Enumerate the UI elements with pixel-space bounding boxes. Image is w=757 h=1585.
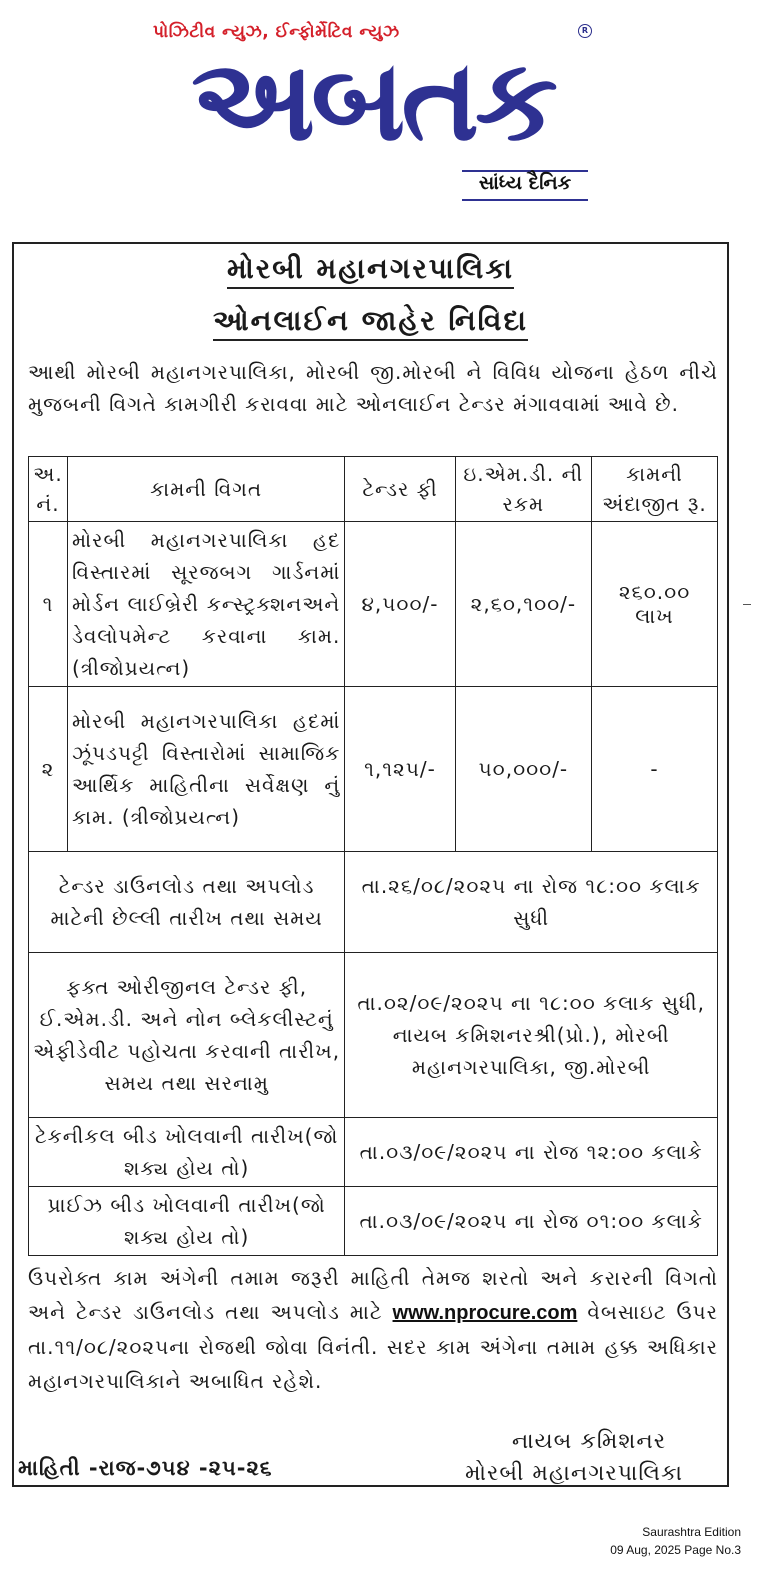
logo-divider-bottom [462, 199, 588, 201]
header-description: કામની વિગત [67, 457, 344, 522]
table-row [29, 522, 718, 687]
newspaper-masthead [150, 18, 600, 203]
nprocure-link[interactable]: www.nprocure.com [392, 1302, 578, 1324]
schedule-label: ફક્ત ઓરીજીનલ ટેન્ડર ફી, ઈ.એમ.ડી. અને નોન બ્લેકલીસ્ટનું એફીડેવીટ પહોચતા કરવાની તારીખ, સમય તથા સરનામુ [29, 953, 345, 1118]
notice-title: મોરબી મહાનગરપાલિકા [14, 252, 727, 286]
footer-text-before: ઉપરોક્ત કામ અંગેની તમામ જરૂરી માહિતી તેમજ શરતો અને કરારની વિગતો અને ટેન્ડર ડાઉનલોડ તથા અપલોડ માટે [28, 1266, 718, 1324]
schedule-value: તા.૦૨/૦૯/૨૦૨૫ ના ૧૮:૦૦ કલાક સુધી, નાયબ કમિશનરશ્રી(પ્રો.), મોરબી મહાનગરપાલિકા, જી.મોરબી [345, 953, 718, 1118]
edition-date-page: 09 Aug, 2025 Page No.3 [610, 1543, 741, 1557]
header-emd: ઇ.એમ.ડી. ની રકમ [455, 457, 591, 522]
row-tender-fee: ૧,૧૨૫/- [345, 687, 455, 852]
tender-table [28, 456, 718, 1256]
header-no: અ. નં. [29, 457, 68, 522]
tender-notice [12, 242, 729, 1487]
row-estimate: - [592, 687, 718, 852]
edition-name: Saurashtra Edition [642, 1525, 741, 1539]
schedule-label: ટેન્ડર ડાઉનલોડ તથા અપલોડ માટેની છેલ્લી તારીખ તથા સમય [29, 852, 345, 953]
header-estimate: કામની અંદાજીત રૂ. [592, 457, 718, 522]
newspaper-logo: અબતક [191, 36, 554, 166]
row-emd: ૨,૬૦,૧૦૦/- [455, 522, 591, 687]
row-number: ૨ [29, 687, 68, 852]
row-description: મોરબી મહાનગરપાલિકા હદ વિસ્તારમાં સૂરજબગ ગાર્ડનમાં મોર્ડન લાઈબ્રેરી કન્સ્ટ્રક્શનઅને ડેવલોપમેન્ટ કરવાના કામ.(ત્રીજોપ્રયત્ન) [67, 522, 344, 687]
row-description: મોરબી મહાનગરપાલિકા હદમાં ઝૂંપડપટ્ટી વિસ્તારોમાં સામાજિક આર્થિક માહિતીના સર્વેક્ષણ નું કામ. (ત્રીજોપ્રયત્ન) [67, 687, 344, 852]
masthead-subtitle: સાંધ્ય દૈનિક [478, 172, 572, 194]
notice-intro: આથી મોરબી મહાનગરપાલિકા, મોરબી જી.મોરબી ને વિવિધ યોજના હેઠળ નીચે મુજબની વિગતે કામગીરી કરાવવા માટે ઓનલાઈન ટેન્ડર મંગાવવામાં આવે છે. [28, 360, 718, 416]
edition-info [610, 1523, 741, 1559]
registered-mark-icon: R [578, 24, 592, 38]
edge-mark [743, 604, 751, 605]
footer-text-after: વેબસાઇટ ઉપર તા.૧૧/૦૮/૨૦૨૫ના રોજથી જોવા વિનંતી. સદર કામ અંગેના તમામ હક્ક અધિકાર મહાનગરપાલિકાને અબાધિત રહેશે. [28, 1300, 719, 1393]
schedule-label: પ્રાઈઝ બીડ ખોલવાની તારીખ(જો શક્ય હોય તો) [29, 1187, 345, 1256]
row-estimate: ૨૬૦.૦૦ લાખ [592, 522, 718, 687]
schedule-row [29, 1118, 718, 1187]
schedule-row [29, 953, 718, 1118]
schedule-value: તા.૨૬/૦૮/૨૦૨૫ ના રોજ ૧૮:૦૦ કલાક સુધી [345, 852, 718, 953]
signatory-org: મોરબી મહાનગરપાલિકા [465, 1461, 683, 1486]
row-number: ૧ [29, 522, 68, 687]
schedule-value: તા.૦૩/૦૯/૨૦૨૫ ના રોજ ૧૨:૦૦ કલાકે [345, 1118, 718, 1187]
schedule-row [29, 1187, 718, 1256]
notice-subtitle: ઓનલાઈન જાહેર નિવિદા [14, 304, 727, 338]
masthead-tagline: પોઝિટીવ ન્યુઝ, ઈન્ફોર્મેટિવ ન્યુઝ [153, 22, 400, 42]
reference-number: માહિતી -રાજ-૭૫૪ -૨૫-૨૬ [18, 1456, 273, 1480]
table-header-row [29, 457, 718, 522]
row-tender-fee: ૪,૫૦૦/- [345, 522, 455, 687]
schedule-label: ટેકનીકલ બીડ ખોલવાની તારીખ(જો શક્ય હોય તો) [29, 1118, 345, 1187]
row-emd: ૫૦,૦૦૦/- [455, 687, 591, 852]
header-tender-fee: ટેન્ડર ફી [345, 457, 455, 522]
notice-footer [28, 1261, 718, 1398]
schedule-row [29, 852, 718, 953]
table-row [29, 687, 718, 852]
signatory-title: નાયબ કમિશનર [511, 1429, 667, 1454]
schedule-value: તા.૦૩/૦૯/૨૦૨૫ ના રોજ ૦૧:૦૦ કલાકે [345, 1187, 718, 1256]
